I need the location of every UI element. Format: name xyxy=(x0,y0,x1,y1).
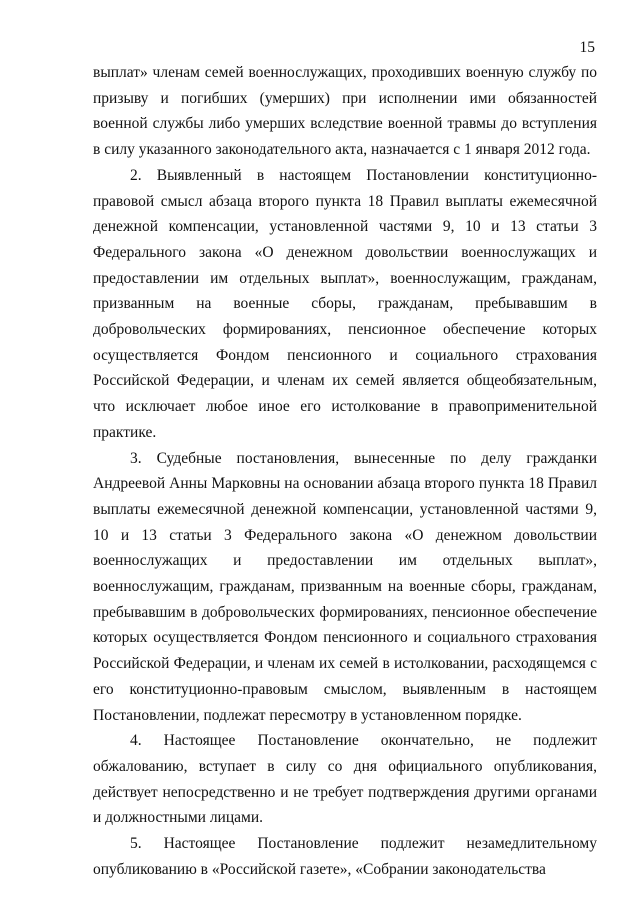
document-body xyxy=(93,60,597,883)
paragraph-2: 2. Выявленный в настоящем Постановлении конституционно-правовой смысл абзаца второго пункта 18 Правил выплаты ежемесячной денежной компенсации, установленной частями 9, 10 и 13 статьи 3 Федерального закона «О денежном довольствии военнослужащих и предоставлении им отдельных выплат», военнослужащим, гражданам, призванным на военные сборы, гражданам, пребывавшим в добровольческих формированиях, пенсионное обеспечение которых осуществляется Фондом пенсионного и социального страхования Российской Федерации, и членам их семей является общеобязательным, что исключает любое иное его истолкование в правоприменительной практике. xyxy=(93,166,597,441)
paragraph-3: 3. Судебные постановления, вынесенные по делу гражданки Андреевой Анны Марковны на основании абзаца второго пункта 18 Правил выплаты ежемесячной денежной компенсации, установленной частями 9, 10 и 13 статьи 3 Федерального закона «О денежном довольствии военнослужащих и предоставлении им отдельных выплат», военнослужащим, гражданам, призванным на военные сборы, гражданам, пребывавшим в добровольческих формированиях, пенсионное обеспечение которых осуществляется Фондом пенсионного и социального страхования Российской Федерации, и членам их семей в истолковании, расходящемся с его конституционно-правовым смыслом, выявленным в настоящем Постановлении, подлежат пересмотру в установленном порядке. xyxy=(93,449,597,724)
paragraph-5: 5. Настоящее Постановление подлежит незамедлительному опубликованию в «Российской газете», «Собрании законодательства xyxy=(93,835,597,878)
page-number: 15 xyxy=(579,39,595,56)
paragraph-4: 4. Настоящее Постановление окончательно, не подлежит обжалованию, вступает в силу со дня официального опубликования, действует непосредственно и не требует подтверждения другими органами и должностными лицами. xyxy=(93,732,597,827)
paragraph-continuation: выплат» членам семей военнослужащих, проходивших военную службу по призыву и погибших (умерших) при исполнении ими обязанностей военной службы либо умерших вследствие военной травмы до вступления в силу указанного законодательного акта, назначается с 1 января 2012 года. xyxy=(93,64,597,159)
